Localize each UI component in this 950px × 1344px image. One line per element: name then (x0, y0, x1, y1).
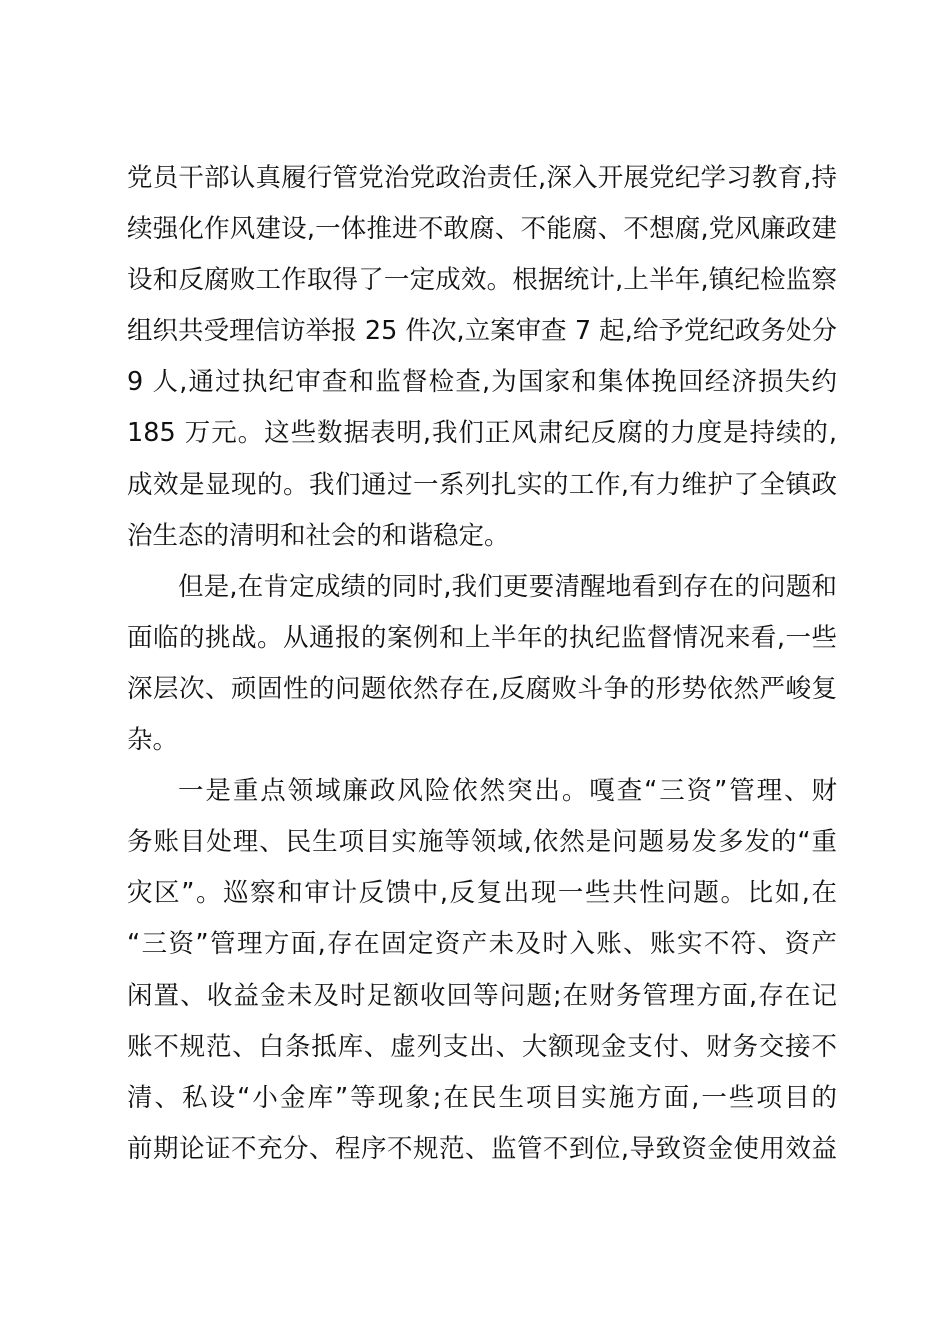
text-line: 续强化作风建设,一体推进不敢腐、不能腐、不想腐,党风廉政建 (127, 214, 837, 245)
paragraph-2 (127, 562, 837, 766)
text-line: “三资”管理方面,存在固定资产未及时入账、账实不符、资产 (127, 929, 837, 960)
text-line: 面临的挑战。从通报的案例和上半年的执纪监督情况来看,一些 (127, 622, 837, 653)
text-line-last: 治生态的清明和社会的和谐稳定。 (127, 520, 510, 551)
text-line: 账不规范、白条抵库、虚列支出、大额现金支付、财务交接不 (127, 1031, 837, 1062)
text-line: 灾区”。巡察和审计反馈中,反复出现一些共性问题。比如,在 (127, 878, 837, 909)
document-body (127, 153, 837, 1175)
text-line-first: 但是,在肯定成绩的同时,我们更要清醒地看到存在的问题和 (178, 571, 837, 602)
paragraph-3 (127, 766, 837, 1175)
text-line-last: 杂。 (127, 725, 179, 756)
text-line-first: 一是重点领域廉政风险依然突出。嘎查“三资”管理、财 (178, 776, 837, 807)
text-line: 党员干部认真履行管党治党政治责任,深入开展党纪学习教育,持 (127, 163, 837, 193)
text-line: 前期论证不充分、程序不规范、监管不到位,导致资金使用效益 (127, 1133, 837, 1164)
text-line: 组织共受理信访举报 25 件次,立案审查 7 起,给予党纪政务处分 (127, 316, 837, 347)
text-line: 9 人,通过执纪审查和监督检查,为国家和集体挽回经济损失约 (127, 367, 837, 398)
text-line: 185 万元。这些数据表明,我们正风肃纪反腐的力度是持续的, (127, 418, 837, 449)
text-line: 闲置、收益金未及时足额收回等问题;在财务管理方面,存在记 (127, 980, 837, 1011)
text-line: 设和反腐败工作取得了一定成效。根据统计,上半年,镇纪检监察 (127, 265, 837, 296)
text-line: 清、私设“小金库”等现象;在民生项目实施方面,一些项目的 (127, 1082, 837, 1113)
paragraph-1 (127, 153, 837, 562)
text-line: 成效是显现的。我们通过一系列扎实的工作,有力维护了全镇政 (127, 469, 837, 500)
text-line: 深层次、顽固性的问题依然存在,反腐败斗争的形势依然严峻复 (127, 673, 837, 704)
text-line: 务账目处理、民生项目实施等领域,依然是问题易发多发的“重 (127, 827, 837, 858)
